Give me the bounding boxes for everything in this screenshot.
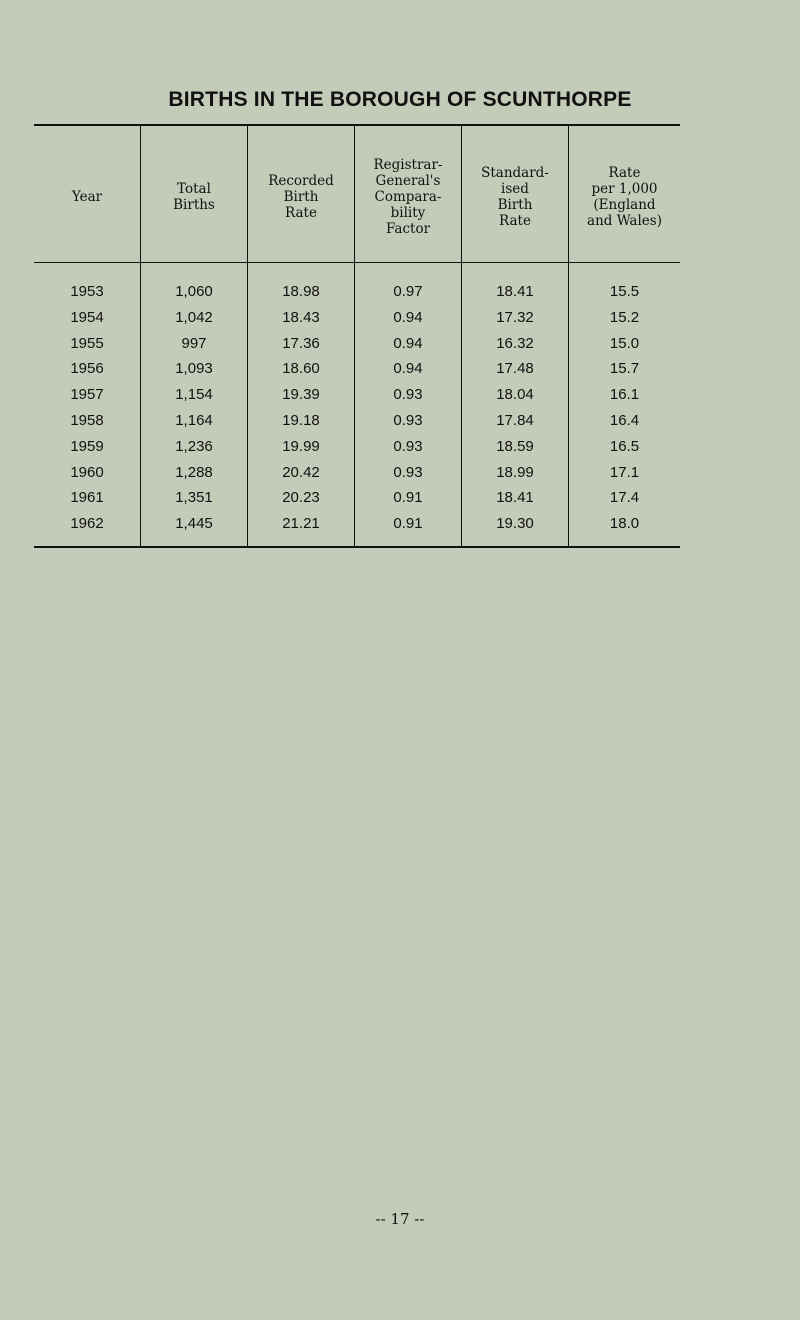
column-header: Total Births bbox=[173, 181, 215, 213]
table-cell: 1,154 bbox=[175, 386, 213, 404]
table-cell: 1,093 bbox=[175, 360, 213, 378]
column-total-births bbox=[140, 126, 247, 546]
table-cell: 16.5 bbox=[609, 437, 640, 455]
table-cell: 1953 bbox=[70, 283, 104, 300]
table-cell: 1954 bbox=[70, 308, 104, 326]
table-cell: 18.60 bbox=[282, 360, 320, 378]
table-cell: 1,164 bbox=[175, 411, 213, 429]
table-cell: 17.32 bbox=[496, 308, 534, 326]
column-standardised-birth-rate bbox=[461, 126, 568, 546]
table-cell: 1,351 bbox=[175, 489, 213, 507]
table-cell: 19.99 bbox=[282, 437, 320, 455]
table-cell: 18.41 bbox=[496, 283, 534, 300]
table-cell: 20.23 bbox=[282, 489, 320, 507]
births-table bbox=[34, 124, 680, 548]
table-cell: 0.93 bbox=[393, 386, 423, 404]
column-header: Year bbox=[71, 189, 103, 205]
table-cell: 0.93 bbox=[393, 437, 423, 455]
table-cell: 15.0 bbox=[609, 334, 640, 352]
header-divider bbox=[569, 262, 680, 263]
table-cell: 1958 bbox=[70, 411, 104, 429]
table-cell: 0.94 bbox=[393, 360, 423, 378]
header-divider bbox=[248, 262, 354, 263]
table-cell: 1955 bbox=[70, 334, 104, 352]
table-cell: 16.32 bbox=[496, 334, 534, 352]
column-year bbox=[34, 126, 140, 546]
table-cell: 1957 bbox=[70, 386, 104, 404]
table-cell: 0.93 bbox=[393, 411, 423, 429]
page-title: BIRTHS IN THE BOROUGH OF SCUNTHORPE bbox=[168, 88, 632, 111]
table-cell: 15.7 bbox=[609, 360, 640, 378]
table-cell: 997 bbox=[181, 334, 207, 352]
table-cell: 19.39 bbox=[282, 386, 320, 404]
table-cell: 1961 bbox=[70, 489, 104, 507]
page-number: -- 17 -- bbox=[375, 1210, 425, 1228]
table-cell: 19.30 bbox=[496, 515, 534, 533]
table-cell: 21.21 bbox=[282, 515, 320, 533]
table-cell: 1962 bbox=[70, 515, 104, 533]
column-header: Rate per 1,000 (England and Wales) bbox=[587, 165, 662, 229]
table-cell: 17.36 bbox=[282, 334, 320, 352]
table-cell: 18.99 bbox=[496, 463, 534, 481]
table-cell: 17.48 bbox=[496, 360, 534, 378]
table-cell: 1,288 bbox=[175, 463, 213, 481]
table-cell: 1959 bbox=[70, 437, 104, 455]
table-cell: 0.97 bbox=[393, 283, 423, 300]
table-cell: 19.18 bbox=[282, 411, 320, 429]
table-cell: 18.59 bbox=[496, 437, 534, 455]
table-cell: 1,060 bbox=[175, 283, 213, 300]
table-cell: 18.04 bbox=[496, 386, 534, 404]
table-cell: 17.1 bbox=[609, 463, 640, 481]
column-rate-england-wales bbox=[568, 126, 680, 546]
table-cell: 16.1 bbox=[609, 386, 640, 404]
table-cell: 0.91 bbox=[393, 515, 423, 533]
column-header: Recorded Birth Rate bbox=[268, 173, 334, 221]
header-divider bbox=[141, 262, 247, 263]
table-cell: 15.5 bbox=[609, 283, 640, 300]
table-cell: 20.42 bbox=[282, 463, 320, 481]
header-divider bbox=[34, 262, 140, 263]
table-cell: 17.84 bbox=[496, 411, 534, 429]
table-cell: 18.41 bbox=[496, 489, 534, 507]
table-cell: 0.93 bbox=[393, 463, 423, 481]
table-cell: 18.43 bbox=[282, 308, 320, 326]
table-cell: 1960 bbox=[70, 463, 104, 481]
table-cell: 17.4 bbox=[609, 489, 640, 507]
column-header: Registrar- General's Compara- bility Factor bbox=[373, 157, 443, 237]
header-divider bbox=[462, 262, 568, 263]
table-cell: 1,042 bbox=[175, 308, 213, 326]
table-cell: 18.0 bbox=[609, 515, 640, 533]
table-cell: 15.2 bbox=[609, 308, 640, 326]
column-header: Standard- ised Birth Rate bbox=[481, 165, 549, 229]
table-cell: 18.98 bbox=[282, 283, 320, 300]
table-cell: 0.91 bbox=[393, 489, 423, 507]
table-cell: 0.94 bbox=[393, 308, 423, 326]
table-cell: 1,236 bbox=[175, 437, 213, 455]
table-cell: 16.4 bbox=[609, 411, 640, 429]
table-cell: 1956 bbox=[70, 360, 104, 378]
header-divider bbox=[355, 262, 461, 263]
table-cell: 0.94 bbox=[393, 334, 423, 352]
column-recorded-birth-rate bbox=[247, 126, 354, 546]
column-comparability-factor bbox=[354, 126, 461, 546]
table-cell: 1,445 bbox=[175, 515, 213, 533]
